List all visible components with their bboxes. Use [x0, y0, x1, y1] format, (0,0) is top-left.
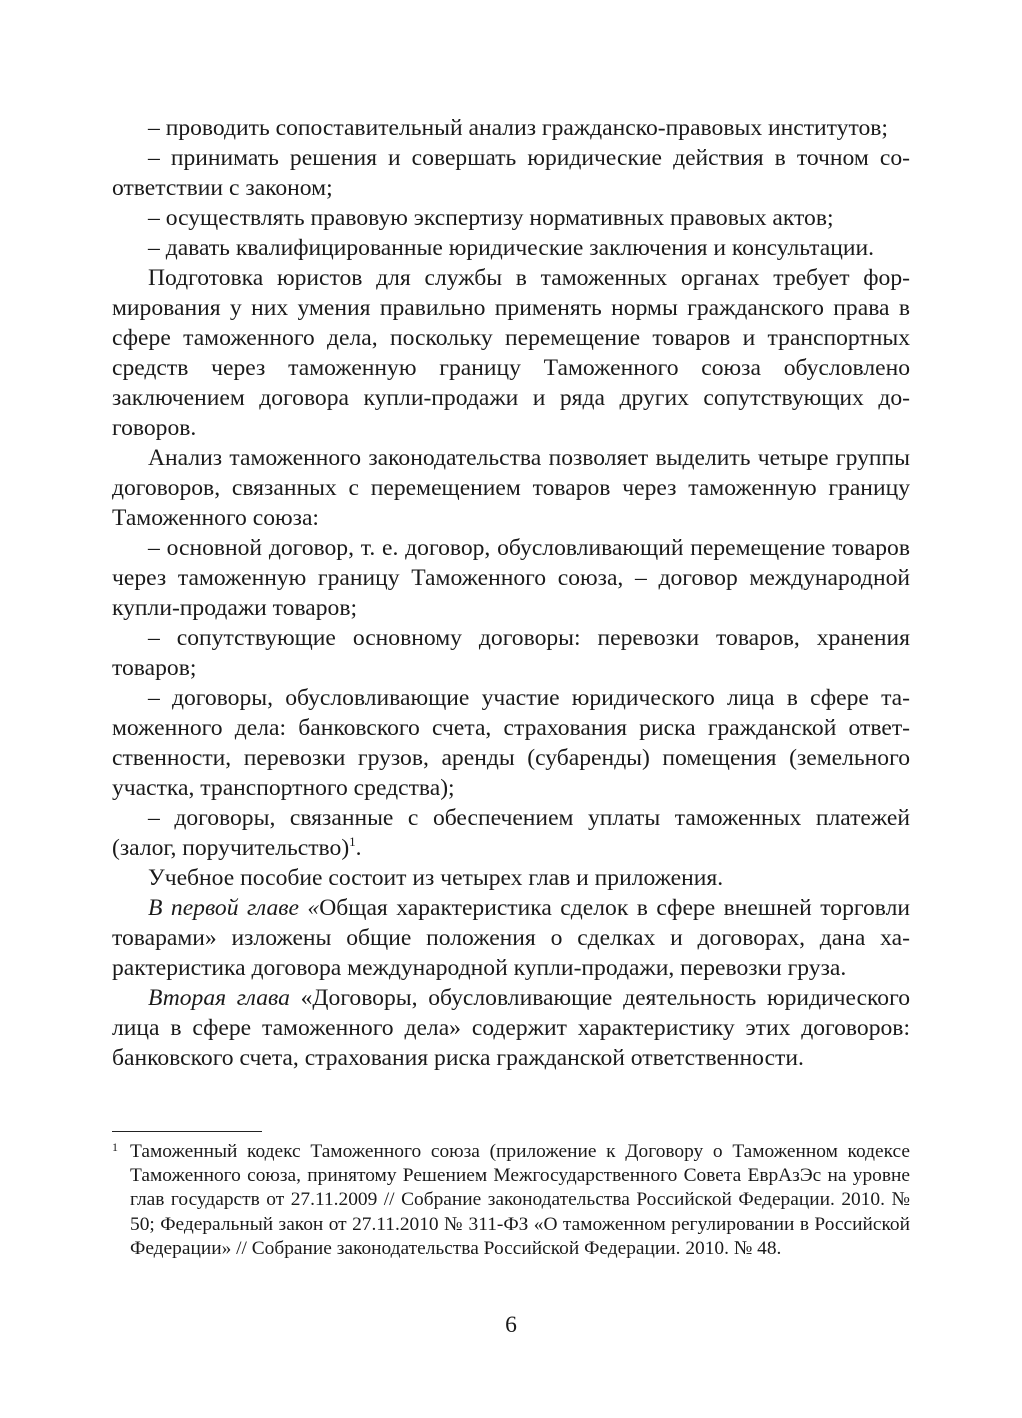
paragraph-analysis: Анализ таможенного законодательства позволяет выделить четыре группы договоров, связанных с перемещением товаров через таможенную границу Таможенного союза:: [112, 445, 910, 531]
payment-security-end: .: [355, 835, 362, 861]
paragraph-training: Подготовка юристов для службы в таможенных органах требует формирования у них умения правильно применять нормы гражданского права в сфере таможенного дела, поскольку перемещение товаров и транспортных средств через таможенную границу Таможенного союза обусловлено заключением договора купли-продажи и ряда других сопутствующих договоров.: [112, 265, 910, 441]
payment-security-text: – договоры, связанные с обеспечением уплаты таможенных платежей (залог, поручительство): [112, 805, 910, 861]
footnote: [112, 1140, 910, 1261]
list-item-legal-expertise: – осуществлять правовую экспертизу нормативных правовых актов;: [148, 205, 834, 231]
chapter-two-text: «Договоры, обусловливающие деятельность юридического лица в сфере таможенного дела» содержит характеристику этих договоров: банковского счета, страхования риска гражданской ответственности.: [112, 985, 910, 1071]
list-item-main-contract: – основной договор, т. е. договор, обусловливающий перемещение товаров через таможенную границу Таможенного союза, – договор международной купли-продажи товаров;: [112, 535, 910, 621]
page-number: 6: [505, 1312, 517, 1338]
chapter-one-text: Общая характеристика сделок в сфере внешней торговли товарами» изложены общие положения о сделках и договорах, дана характеристика договора международной купли-продажи, перевозки груза.: [112, 895, 910, 981]
chapter-two-lead: Вторая глава: [148, 985, 290, 1011]
list-item-payment-security: [112, 803, 910, 863]
paragraph-chapter-two: [112, 983, 910, 1073]
paragraph-structure: Учебное пособие состоит из четырех глав и приложения.: [148, 865, 724, 891]
page-body: [112, 113, 910, 1073]
list-item-accompanying-contracts: – сопутствующие основному договоры: перевозки товаров, хранения товаров;: [112, 625, 910, 681]
list-item-legal-entity-contracts: – договоры, обусловливающие участие юридического лица в сфере таможенного дела: банковского счета, страхования риска гражданской ответственности, перевозки грузов, аренды (субаренды) помещения (земельного участка, транспортного средства);: [112, 685, 910, 801]
footnote-text: Таможенный кодекс Таможенного союза (приложение к Договору о Таможенном кодексе Таможенного союза, принятому Решением Межгосударственного Совета ЕврАзЭс на уровне глав государств от 27.11.2009 // Собрание законодательства Российской Федерации. 2010. № 50; Федеральный закон от 27.11.2010 № 311-ФЗ «О таможенном регулировании в Российской Федерации» // Собрание законодательства Российской Федерации. 2010. № 48.: [130, 1141, 910, 1259]
footnote-divider: [112, 1131, 262, 1132]
footnote-mark: 1: [112, 1140, 118, 1154]
list-item-comparative-analysis: – проводить сопоставительный анализ гражданско-правовых институтов;: [148, 115, 888, 141]
paragraph-chapter-one: [112, 893, 910, 983]
footnote-reference[interactable]: 1: [349, 834, 356, 849]
list-item-legal-actions: – принимать решения и совершать юридические действия в точном соответствии с законом;: [112, 145, 910, 201]
chapter-one-lead: В первой главе «: [148, 895, 320, 921]
list-item-consultations: – давать квалифицированные юридические заключения и консультации.: [148, 235, 874, 261]
